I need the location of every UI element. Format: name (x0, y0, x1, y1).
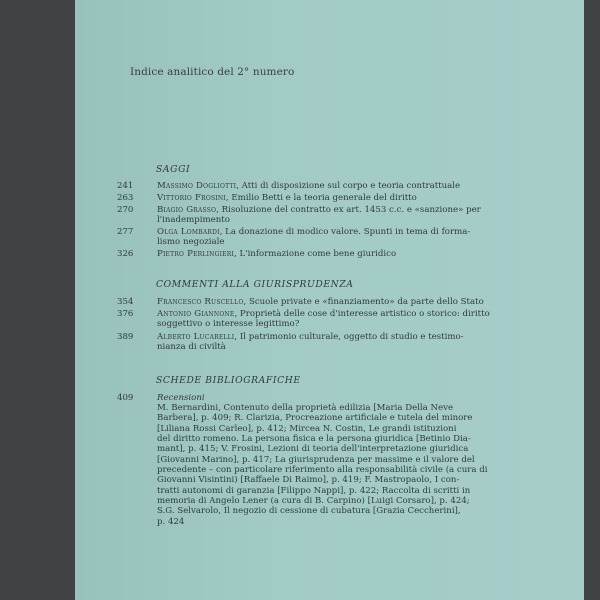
entry-author: Vittorio Frosini (157, 193, 226, 203)
review-line: [Liliana Rossi Carleo], p. 412; Mircea N. Costin, Le grandi istituzioni (157, 423, 457, 434)
entry-title: , La donazione di modico valore. Spunti in tema di forma- (219, 227, 471, 237)
entry-title-continued: l'inadempimento (157, 215, 230, 226)
entry-title: , Il patrimonio culturale, oggetto di studio e testimo- (234, 332, 464, 342)
entry-text (157, 205, 527, 225)
review-line: mant], p. 415; V. Frosini, Lezioni di teoria dell'interpretazione giuridica (157, 444, 469, 455)
entry-title: , Risoluzione del contratto ex art. 1453 c.c. e «sanzione» per (216, 205, 481, 215)
entry-title: , Emilio Betti e la teoria generale del diritto (225, 193, 417, 203)
entry-title-continued: nianza di civiltà (157, 342, 226, 353)
entry-page-number: 354 (117, 297, 134, 307)
entry-page-number: 389 (117, 332, 134, 342)
review-line: M. Bernardini, Contenuto della proprietà edilizia [Maria Della Neve (157, 403, 454, 413)
reviews-list (157, 403, 527, 527)
entry-author: Olga Lombardi (157, 227, 220, 237)
entry-page-number: 376 (117, 309, 134, 319)
entry-title: , Proprietà delle cose d'interesse artistico o storico: diritto (234, 309, 490, 319)
review-line: memoria di Angelo Lener (a cura di B. Carpino) [Luigi Corsaro], p. 424; (157, 496, 470, 507)
entry-text (157, 309, 527, 329)
entry-title: , Atti di disposizione sul corpo e teoria contrattuale (236, 181, 461, 191)
entry-author: Francesco Ruscello (157, 297, 244, 307)
entry-title: , L'informazione come bene giuridico (234, 249, 397, 259)
review-line: tratti autonomi di garanzia [Filippo Nappi], p. 422; Raccolta di scritti in (157, 485, 471, 496)
review-line: del diritto romeno. La persona fisica e la persona giuridica [Betinio Dia- (157, 434, 471, 445)
entry-title-continued: lismo negoziale (157, 237, 225, 248)
reviews-subtitle: Recensioni (157, 393, 205, 403)
entry-text (157, 193, 527, 203)
entry-title-continued: soggettivo o interesse legittimo? (157, 319, 300, 330)
entry-author: Antonio Giannone (157, 309, 235, 319)
entry-page-number: 270 (117, 205, 134, 215)
entry-page-number: 241 (117, 181, 134, 191)
entry-page-number: 263 (117, 193, 134, 203)
entry-text (157, 249, 527, 259)
review-line: p. 424 (157, 516, 185, 527)
entry-author: Alberto Lucarelli (157, 332, 235, 342)
index-page (75, 0, 584, 600)
entry-author: Pietro Perlingieri (157, 249, 235, 259)
section-title-commenti: COMMENTI ALLA GIURISPRUDENZA (156, 279, 354, 290)
entry-text (157, 297, 527, 307)
entry-page-number: 277 (117, 227, 134, 237)
review-line: Barbera], p. 409; R. Clarizia, Procreazione artificiale e tutela del minore (157, 413, 473, 424)
review-line: Giovanni Visintini) [Raffaele Di Raimo], p. 419; F. Mastropaolo, I con- (157, 475, 460, 486)
review-line: S.G. Selvarolo, Il negozio di cessione di cubatura [Grazia Ceccherini], (157, 506, 461, 517)
entry-text (157, 227, 527, 247)
entry-page-number: 409 (117, 393, 134, 403)
entry-text (157, 181, 527, 191)
entry-text (157, 332, 527, 352)
entry-title: , Scuole private e «finanziamento» da parte dello Stato (243, 297, 484, 307)
review-line: [Giovanni Marino], p. 417; La giurisprudenza per massime e il valore del (157, 454, 475, 465)
entry-author: Biagio Grasso (157, 205, 217, 215)
entry-page-number: 326 (117, 249, 134, 259)
index-title: Indice analitico del 2° numero (130, 66, 295, 78)
entry-author: Massimo Dogliotti (157, 181, 237, 191)
review-line: precedente – con particolare riferimento alla responsabilità civile (a cura di (157, 465, 488, 476)
section-title-saggi: SAGGI (156, 164, 191, 175)
section-title-schede: SCHEDE BIBLIOGRAFICHE (156, 375, 301, 386)
